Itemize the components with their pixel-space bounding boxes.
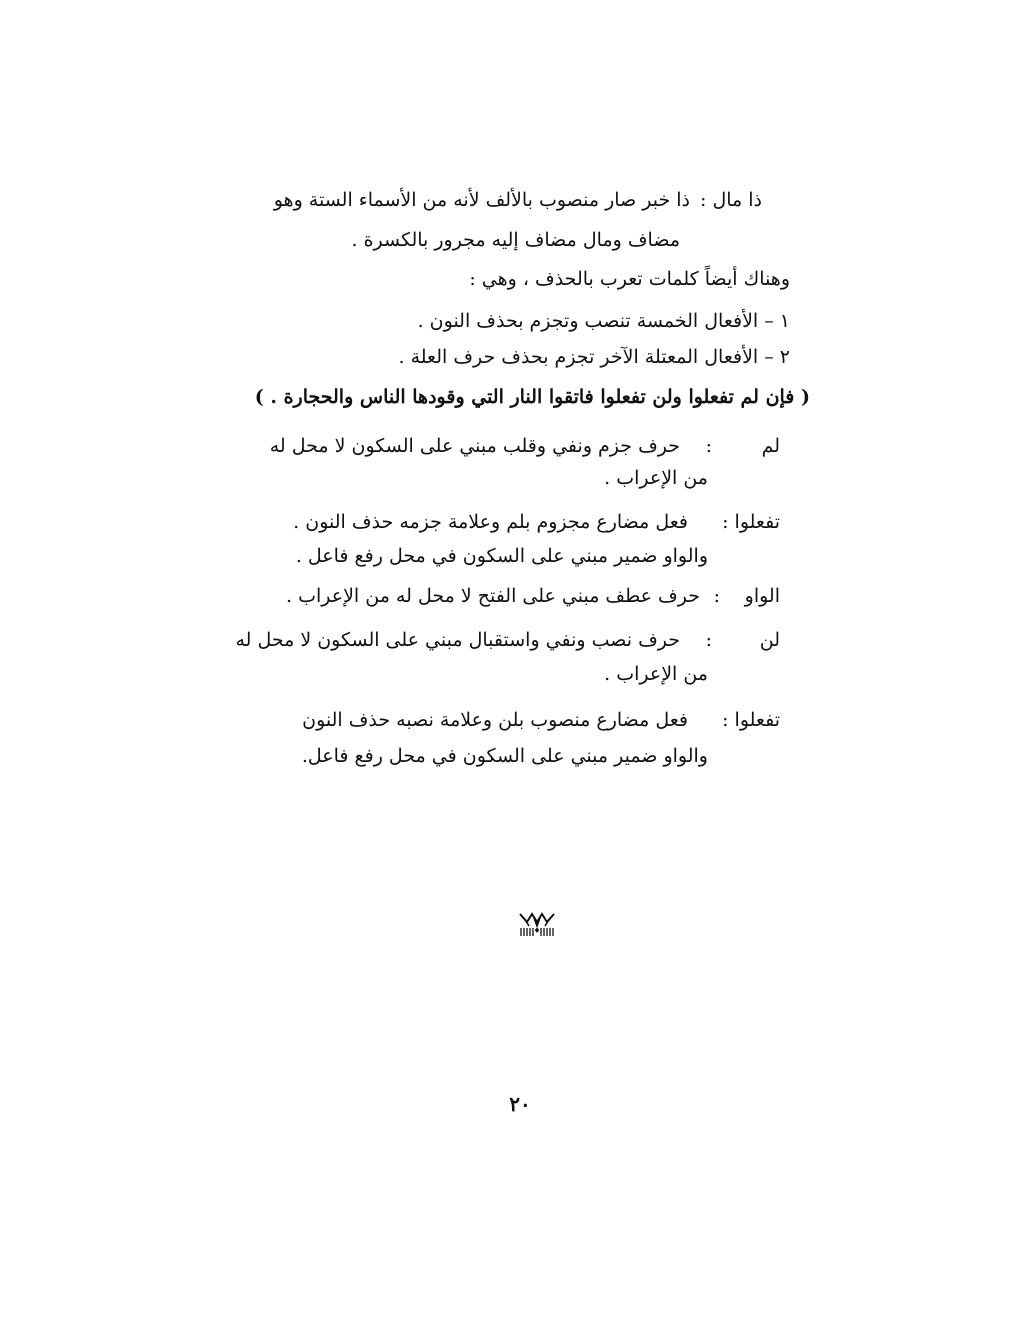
term-separator: : [705, 435, 712, 457]
text-line: وهناك أيضاً كلمات تعرب بالحذف ، وهي : [469, 268, 790, 290]
text-line: مضاف ومال مضاف إليه مجرور بالكسرة . [351, 229, 680, 251]
decorative-ornament-icon [516, 908, 558, 938]
parsing-line: فعل مضارع مجزوم بلم وعلامة جزمه حذف النون . [293, 511, 688, 533]
term-separator: : [705, 629, 712, 651]
page-number: ٢٠ [509, 1092, 531, 1116]
text-line: ذا خبر صار منصوب بالألف لأنه من الأسماء الستة وهو [273, 189, 690, 211]
term-dhaamaal: ذا مال : [700, 189, 762, 211]
verse-quote: ( فإن لم تفعلوا ولن تفعلوا فاتقوا النار التي وقودها الناس والحجارة . ) [254, 386, 810, 408]
list-item-1: ١ – الأفعال الخمسة تنصب وتجزم بحذف النون . [417, 310, 790, 332]
parsing-line: من الإعراب . [604, 663, 708, 685]
term-lan: لن [759, 629, 780, 651]
parsing-line: من الإعراب . [604, 467, 708, 489]
parsing-line: حرف نصب ونفي واستقبال مبني على السكون لا محل له [235, 629, 680, 651]
parsing-line: والواو ضمير مبني على السكون في محل رفع فاعل. [301, 745, 708, 767]
term-separator: : [713, 585, 720, 607]
term-waw: الواو [744, 585, 780, 607]
term-lam: لم [761, 435, 780, 457]
parsing-line: والواو ضمير مبني على السكون في محل رفع فاعل . [295, 545, 708, 567]
parsing-line: حرف جزم ونفي وقلب مبني على السكون لا محل له [269, 435, 680, 457]
term-tafalu: تفعلوا : [722, 709, 780, 731]
parsing-line: فعل مضارع منصوب بلن وعلامة نصبه حذف النون [302, 709, 688, 731]
term-tafalu: تفعلوا : [722, 511, 780, 533]
list-item-2: ٢ – الأفعال المعتلة الآخر تجزم بحذف حرف العلة . [398, 346, 790, 368]
parsing-line: حرف عطف مبني على الفتح لا محل له من الإعراب . [286, 585, 700, 607]
